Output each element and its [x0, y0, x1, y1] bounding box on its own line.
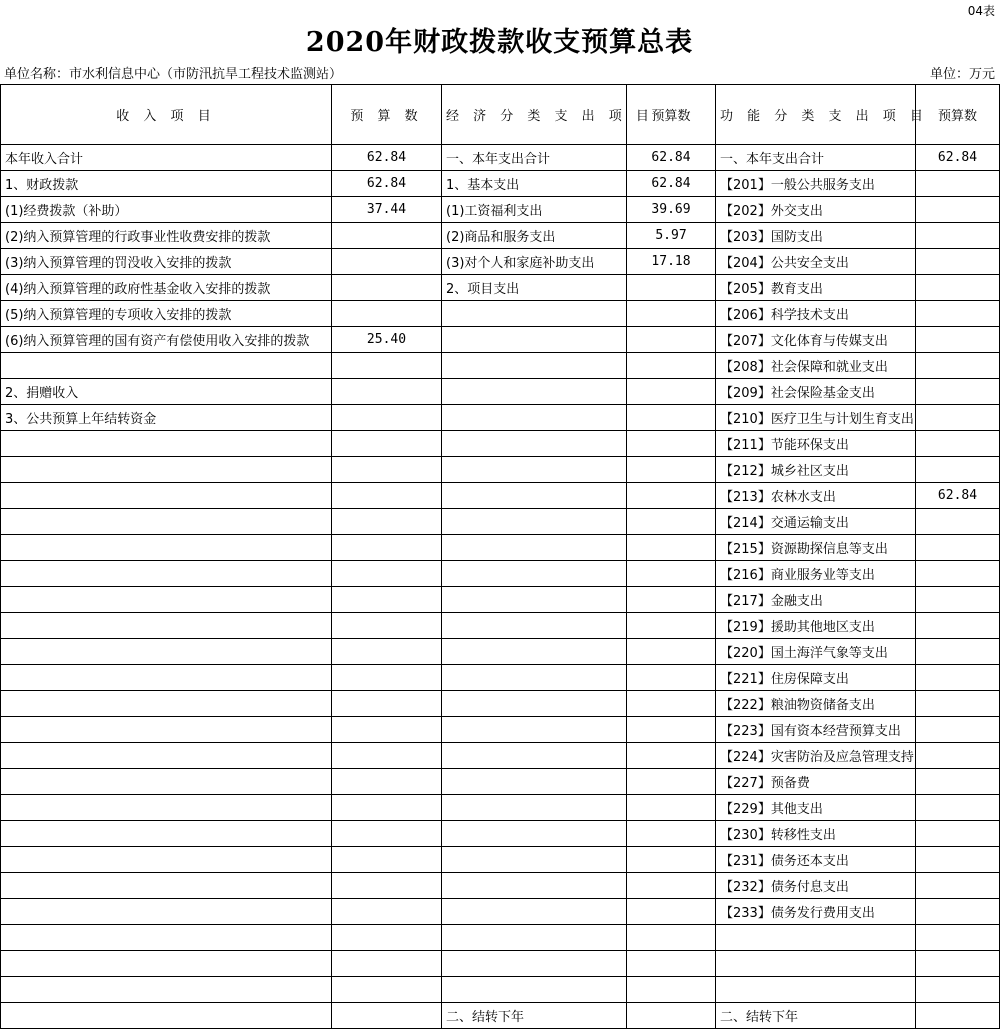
econ-budget-cell: [627, 613, 716, 639]
table-body: [1, 145, 1000, 1029]
func-item-cell: 【214】交通运输支出: [716, 509, 916, 535]
income-item-cell: (6)纳入预算管理的国有资产有偿使用收入安排的拨款: [1, 327, 332, 353]
table-row: [1, 145, 1000, 171]
table-row: [1, 873, 1000, 899]
table-row: [1, 301, 1000, 327]
func-budget-cell: [916, 769, 1000, 795]
table-row: [1, 509, 1000, 535]
income-budget-cell: 25.40: [332, 327, 442, 353]
econ-budget-cell: [627, 925, 716, 951]
econ-budget-cell: [627, 977, 716, 1003]
income-budget-cell: [332, 457, 442, 483]
func-budget-cell: [916, 223, 1000, 249]
income-budget-cell: [332, 639, 442, 665]
income-item-cell: [1, 795, 332, 821]
income-budget-cell: [332, 249, 442, 275]
econ-budget-cell: [627, 821, 716, 847]
econ-budget-cell: [627, 899, 716, 925]
econ-budget-cell: [627, 275, 716, 301]
income-budget-cell: 62.84: [332, 145, 442, 171]
income-item-cell: [1, 353, 332, 379]
func-budget-cell: [916, 379, 1000, 405]
table-row: [1, 587, 1000, 613]
econ-item-cell: [442, 665, 627, 691]
income-budget-cell: [332, 795, 442, 821]
func-budget-cell: [916, 353, 1000, 379]
econ-budget-cell: [627, 795, 716, 821]
table-row: [1, 379, 1000, 405]
table-row: [1, 561, 1000, 587]
econ-budget-cell: [627, 847, 716, 873]
table-row: [1, 613, 1000, 639]
form-code: 04表: [967, 4, 995, 18]
table-row: [1, 743, 1000, 769]
econ-item-cell: [442, 535, 627, 561]
func-item-cell: [716, 951, 916, 977]
income-budget-cell: 37.44: [332, 197, 442, 223]
income-item-cell: [1, 639, 332, 665]
func-budget-cell: [916, 899, 1000, 925]
func-item-cell: 【219】援助其他地区支出: [716, 613, 916, 639]
income-budget-cell: [332, 483, 442, 509]
func-item-cell: 一、本年支出合计: [716, 145, 916, 171]
func-item-cell: 【231】债务还本支出: [716, 847, 916, 873]
income-budget-cell: [332, 899, 442, 925]
econ-item-cell: [442, 899, 627, 925]
econ-item-cell: [442, 847, 627, 873]
table-header-row: [1, 85, 1000, 145]
table-row: [1, 483, 1000, 509]
econ-budget-cell: [627, 639, 716, 665]
income-item-cell: [1, 925, 332, 951]
func-item-cell: 【212】城乡社区支出: [716, 457, 916, 483]
income-item-cell: 1、财政拨款: [1, 171, 332, 197]
income-item-cell: [1, 483, 332, 509]
func-item-cell: 【202】外交支出: [716, 197, 916, 223]
table-row: [1, 847, 1000, 873]
income-item-cell: [1, 847, 332, 873]
func-item-cell: 【216】商业服务业等支出: [716, 561, 916, 587]
func-item-cell: 【227】预备费: [716, 769, 916, 795]
func-budget-cell: [916, 691, 1000, 717]
econ-budget-cell: [627, 951, 716, 977]
econ-item-cell: [442, 873, 627, 899]
table-row: [1, 639, 1000, 665]
econ-budget-cell: 39.69: [627, 197, 716, 223]
func-item-cell: 【222】粮油物资储备支出: [716, 691, 916, 717]
econ-item-cell: [442, 613, 627, 639]
econ-budget-cell: [627, 873, 716, 899]
func-item-cell: 【230】转移性支出: [716, 821, 916, 847]
econ-budget-cell: [627, 509, 716, 535]
income-item-cell: (5)纳入预算管理的专项收入安排的拨款: [1, 301, 332, 327]
table-row: [1, 171, 1000, 197]
econ-item-cell: (2)商品和服务支出: [442, 223, 627, 249]
table-row: [1, 197, 1000, 223]
func-item-cell: 【217】金融支出: [716, 587, 916, 613]
income-budget-cell: [332, 821, 442, 847]
income-item-cell: [1, 561, 332, 587]
func-item-cell: 【203】国防支出: [716, 223, 916, 249]
econ-item-cell: [442, 977, 627, 1003]
income-budget-cell: [332, 587, 442, 613]
table-row: [1, 717, 1000, 743]
income-item-cell: (2)纳入预算管理的行政事业性收费安排的拨款: [1, 223, 332, 249]
func-budget-cell: [916, 535, 1000, 561]
header-income-budget: 预 算 数: [332, 85, 442, 145]
income-budget-cell: [332, 353, 442, 379]
income-budget-cell: [332, 717, 442, 743]
func-budget-cell: [916, 717, 1000, 743]
econ-budget-cell: 17.18: [627, 249, 716, 275]
econ-item-cell: [442, 691, 627, 717]
func-budget-cell: [916, 613, 1000, 639]
func-budget-cell: [916, 873, 1000, 899]
func-budget-cell: [916, 327, 1000, 353]
func-budget-cell: [916, 249, 1000, 275]
econ-budget-cell: [627, 353, 716, 379]
func-item-cell: 【221】住房保障支出: [716, 665, 916, 691]
func-budget-cell: [916, 587, 1000, 613]
func-item-cell: [716, 977, 916, 1003]
income-item-cell: [1, 873, 332, 899]
econ-item-cell: (1)工资福利支出: [442, 197, 627, 223]
func-item-cell: 【210】医疗卫生与计划生育支出: [716, 405, 916, 431]
table-row: [1, 925, 1000, 951]
econ-budget-cell: [627, 587, 716, 613]
income-item-cell: 2、捐赠收入: [1, 379, 332, 405]
func-budget-cell: [916, 639, 1000, 665]
income-budget-cell: [332, 691, 442, 717]
econ-item-cell: 二、结转下年: [442, 1003, 627, 1029]
econ-budget-cell: [627, 405, 716, 431]
econ-budget-cell: [627, 431, 716, 457]
econ-budget-cell: 62.84: [627, 145, 716, 171]
func-budget-cell: [916, 431, 1000, 457]
econ-budget-cell: [627, 743, 716, 769]
func-item-cell: 二、结转下年: [716, 1003, 916, 1029]
econ-budget-cell: [627, 769, 716, 795]
table-row: [1, 795, 1000, 821]
func-budget-cell: [916, 665, 1000, 691]
table-row: [1, 691, 1000, 717]
income-budget-cell: [332, 561, 442, 587]
income-item-cell: [1, 1003, 332, 1029]
econ-budget-cell: [627, 301, 716, 327]
econ-item-cell: 一、本年支出合计: [442, 145, 627, 171]
func-budget-cell: [916, 925, 1000, 951]
income-budget-cell: [332, 223, 442, 249]
income-item-cell: 本年收入合计: [1, 145, 332, 171]
income-item-cell: [1, 535, 332, 561]
income-budget-cell: [332, 405, 442, 431]
table-row: [1, 535, 1000, 561]
func-budget-cell: [916, 1003, 1000, 1029]
econ-budget-cell: [627, 1003, 716, 1029]
func-item-cell: 【232】债务付息支出: [716, 873, 916, 899]
econ-item-cell: [442, 561, 627, 587]
econ-item-cell: [442, 379, 627, 405]
income-item-cell: [1, 587, 332, 613]
income-budget-cell: [332, 509, 442, 535]
econ-item-cell: 2、项目支出: [442, 275, 627, 301]
table-row: [1, 275, 1000, 301]
page-title: 2020年财政拨款收支预算总表: [305, 27, 694, 58]
income-budget-cell: [332, 951, 442, 977]
econ-budget-cell: [627, 665, 716, 691]
income-budget-cell: [332, 977, 442, 1003]
econ-item-cell: [442, 925, 627, 951]
econ-budget-cell: [627, 717, 716, 743]
income-item-cell: [1, 899, 332, 925]
income-item-cell: [1, 951, 332, 977]
income-item-cell: (1)经费拨款（补助）: [1, 197, 332, 223]
econ-item-cell: (3)对个人和家庭补助支出: [442, 249, 627, 275]
func-item-cell: 【213】农林水支出: [716, 483, 916, 509]
econ-item-cell: [442, 639, 627, 665]
header-func-item: 功 能 分 类 支 出 项 目: [716, 85, 916, 145]
econ-item-cell: 1、基本支出: [442, 171, 627, 197]
table-row: [1, 899, 1000, 925]
func-budget-cell: [916, 171, 1000, 197]
income-budget-cell: [332, 769, 442, 795]
func-budget-cell: [916, 847, 1000, 873]
header-econ-budget: 预算数: [627, 85, 716, 145]
income-item-cell: [1, 431, 332, 457]
econ-budget-cell: [627, 561, 716, 587]
income-budget-cell: [332, 873, 442, 899]
econ-item-cell: [442, 457, 627, 483]
func-item-cell: 【229】其他支出: [716, 795, 916, 821]
table-row: [1, 769, 1000, 795]
func-budget-cell: [916, 743, 1000, 769]
func-item-cell: 【207】文化体育与传媒支出: [716, 327, 916, 353]
table-row: [1, 431, 1000, 457]
income-budget-cell: [332, 665, 442, 691]
func-budget-cell: 62.84: [916, 483, 1000, 509]
func-budget-cell: [916, 301, 1000, 327]
func-budget-cell: 62.84: [916, 145, 1000, 171]
table-row: [1, 1003, 1000, 1029]
table-row: [1, 405, 1000, 431]
currency-unit: 单位：万元: [929, 67, 995, 82]
income-item-cell: 3、公共预算上年结转资金: [1, 405, 332, 431]
econ-item-cell: [442, 327, 627, 353]
econ-item-cell: [442, 405, 627, 431]
econ-item-cell: [442, 353, 627, 379]
income-item-cell: [1, 509, 332, 535]
func-budget-cell: [916, 197, 1000, 223]
econ-item-cell: [442, 717, 627, 743]
func-item-cell: 【205】教育支出: [716, 275, 916, 301]
budget-table: [0, 84, 1000, 1029]
func-budget-cell: [916, 509, 1000, 535]
econ-item-cell: [442, 587, 627, 613]
income-item-cell: [1, 743, 332, 769]
func-item-cell: 【201】一般公共服务支出: [716, 171, 916, 197]
income-budget-cell: [332, 613, 442, 639]
income-budget-cell: [332, 379, 442, 405]
func-budget-cell: [916, 977, 1000, 1003]
table-row: [1, 977, 1000, 1003]
econ-item-cell: [442, 743, 627, 769]
income-item-cell: [1, 457, 332, 483]
func-item-cell: 【223】国有资本经营预算支出: [716, 717, 916, 743]
func-item-cell: 【208】社会保障和就业支出: [716, 353, 916, 379]
income-budget-cell: [332, 743, 442, 769]
table-row: [1, 249, 1000, 275]
func-item-cell: 【224】灾害防治及应急管理支持: [716, 743, 916, 769]
income-item-cell: [1, 821, 332, 847]
func-item-cell: 【233】债务发行费用支出: [716, 899, 916, 925]
econ-budget-cell: [627, 457, 716, 483]
table-row: [1, 223, 1000, 249]
econ-budget-cell: [627, 327, 716, 353]
econ-item-cell: [442, 509, 627, 535]
econ-item-cell: [442, 431, 627, 457]
func-item-cell: 【211】节能环保支出: [716, 431, 916, 457]
income-budget-cell: [332, 275, 442, 301]
income-budget-cell: [332, 925, 442, 951]
header-income-item: 收 入 项 目: [1, 85, 332, 145]
table-row: [1, 327, 1000, 353]
func-item-cell: 【215】资源勘探信息等支出: [716, 535, 916, 561]
func-item-cell: 【204】公共安全支出: [716, 249, 916, 275]
income-budget-cell: [332, 301, 442, 327]
header-econ-item: 经 济 分 类 支 出 项 目: [442, 85, 627, 145]
econ-item-cell: [442, 483, 627, 509]
func-budget-cell: [916, 821, 1000, 847]
func-budget-cell: [916, 951, 1000, 977]
econ-budget-cell: 62.84: [627, 171, 716, 197]
income-item-cell: (3)纳入预算管理的罚没收入安排的拨款: [1, 249, 332, 275]
income-item-cell: [1, 665, 332, 691]
income-item-cell: (4)纳入预算管理的政府性基金收入安排的拨款: [1, 275, 332, 301]
econ-item-cell: [442, 821, 627, 847]
econ-budget-cell: 5.97: [627, 223, 716, 249]
econ-budget-cell: [627, 379, 716, 405]
income-item-cell: [1, 769, 332, 795]
econ-budget-cell: [627, 691, 716, 717]
econ-budget-cell: [627, 483, 716, 509]
income-budget-cell: [332, 847, 442, 873]
table-row: [1, 951, 1000, 977]
income-budget-cell: [332, 431, 442, 457]
table-row: [1, 457, 1000, 483]
unit-name: 单位名称：市水利信息中心（市防汛抗旱工程技术监测站）: [4, 67, 343, 82]
func-item-cell: 【220】国土海洋气象等支出: [716, 639, 916, 665]
table-row: [1, 665, 1000, 691]
func-item-cell: 【206】科学技术支出: [716, 301, 916, 327]
func-budget-cell: [916, 457, 1000, 483]
table-row: [1, 821, 1000, 847]
income-budget-cell: [332, 535, 442, 561]
econ-item-cell: [442, 769, 627, 795]
func-budget-cell: [916, 561, 1000, 587]
income-item-cell: [1, 613, 332, 639]
income-item-cell: [1, 977, 332, 1003]
func-item-cell: 【209】社会保险基金支出: [716, 379, 916, 405]
income-budget-cell: 62.84: [332, 171, 442, 197]
header-func-budget: 预算数: [916, 85, 1000, 145]
table-row: [1, 353, 1000, 379]
income-budget-cell: [332, 1003, 442, 1029]
func-budget-cell: [916, 795, 1000, 821]
func-budget-cell: [916, 405, 1000, 431]
func-item-cell: [716, 925, 916, 951]
unit-row: [4, 63, 995, 83]
econ-item-cell: [442, 301, 627, 327]
econ-item-cell: [442, 951, 627, 977]
income-item-cell: [1, 691, 332, 717]
income-item-cell: [1, 717, 332, 743]
econ-budget-cell: [627, 535, 716, 561]
func-budget-cell: [916, 275, 1000, 301]
econ-item-cell: [442, 795, 627, 821]
